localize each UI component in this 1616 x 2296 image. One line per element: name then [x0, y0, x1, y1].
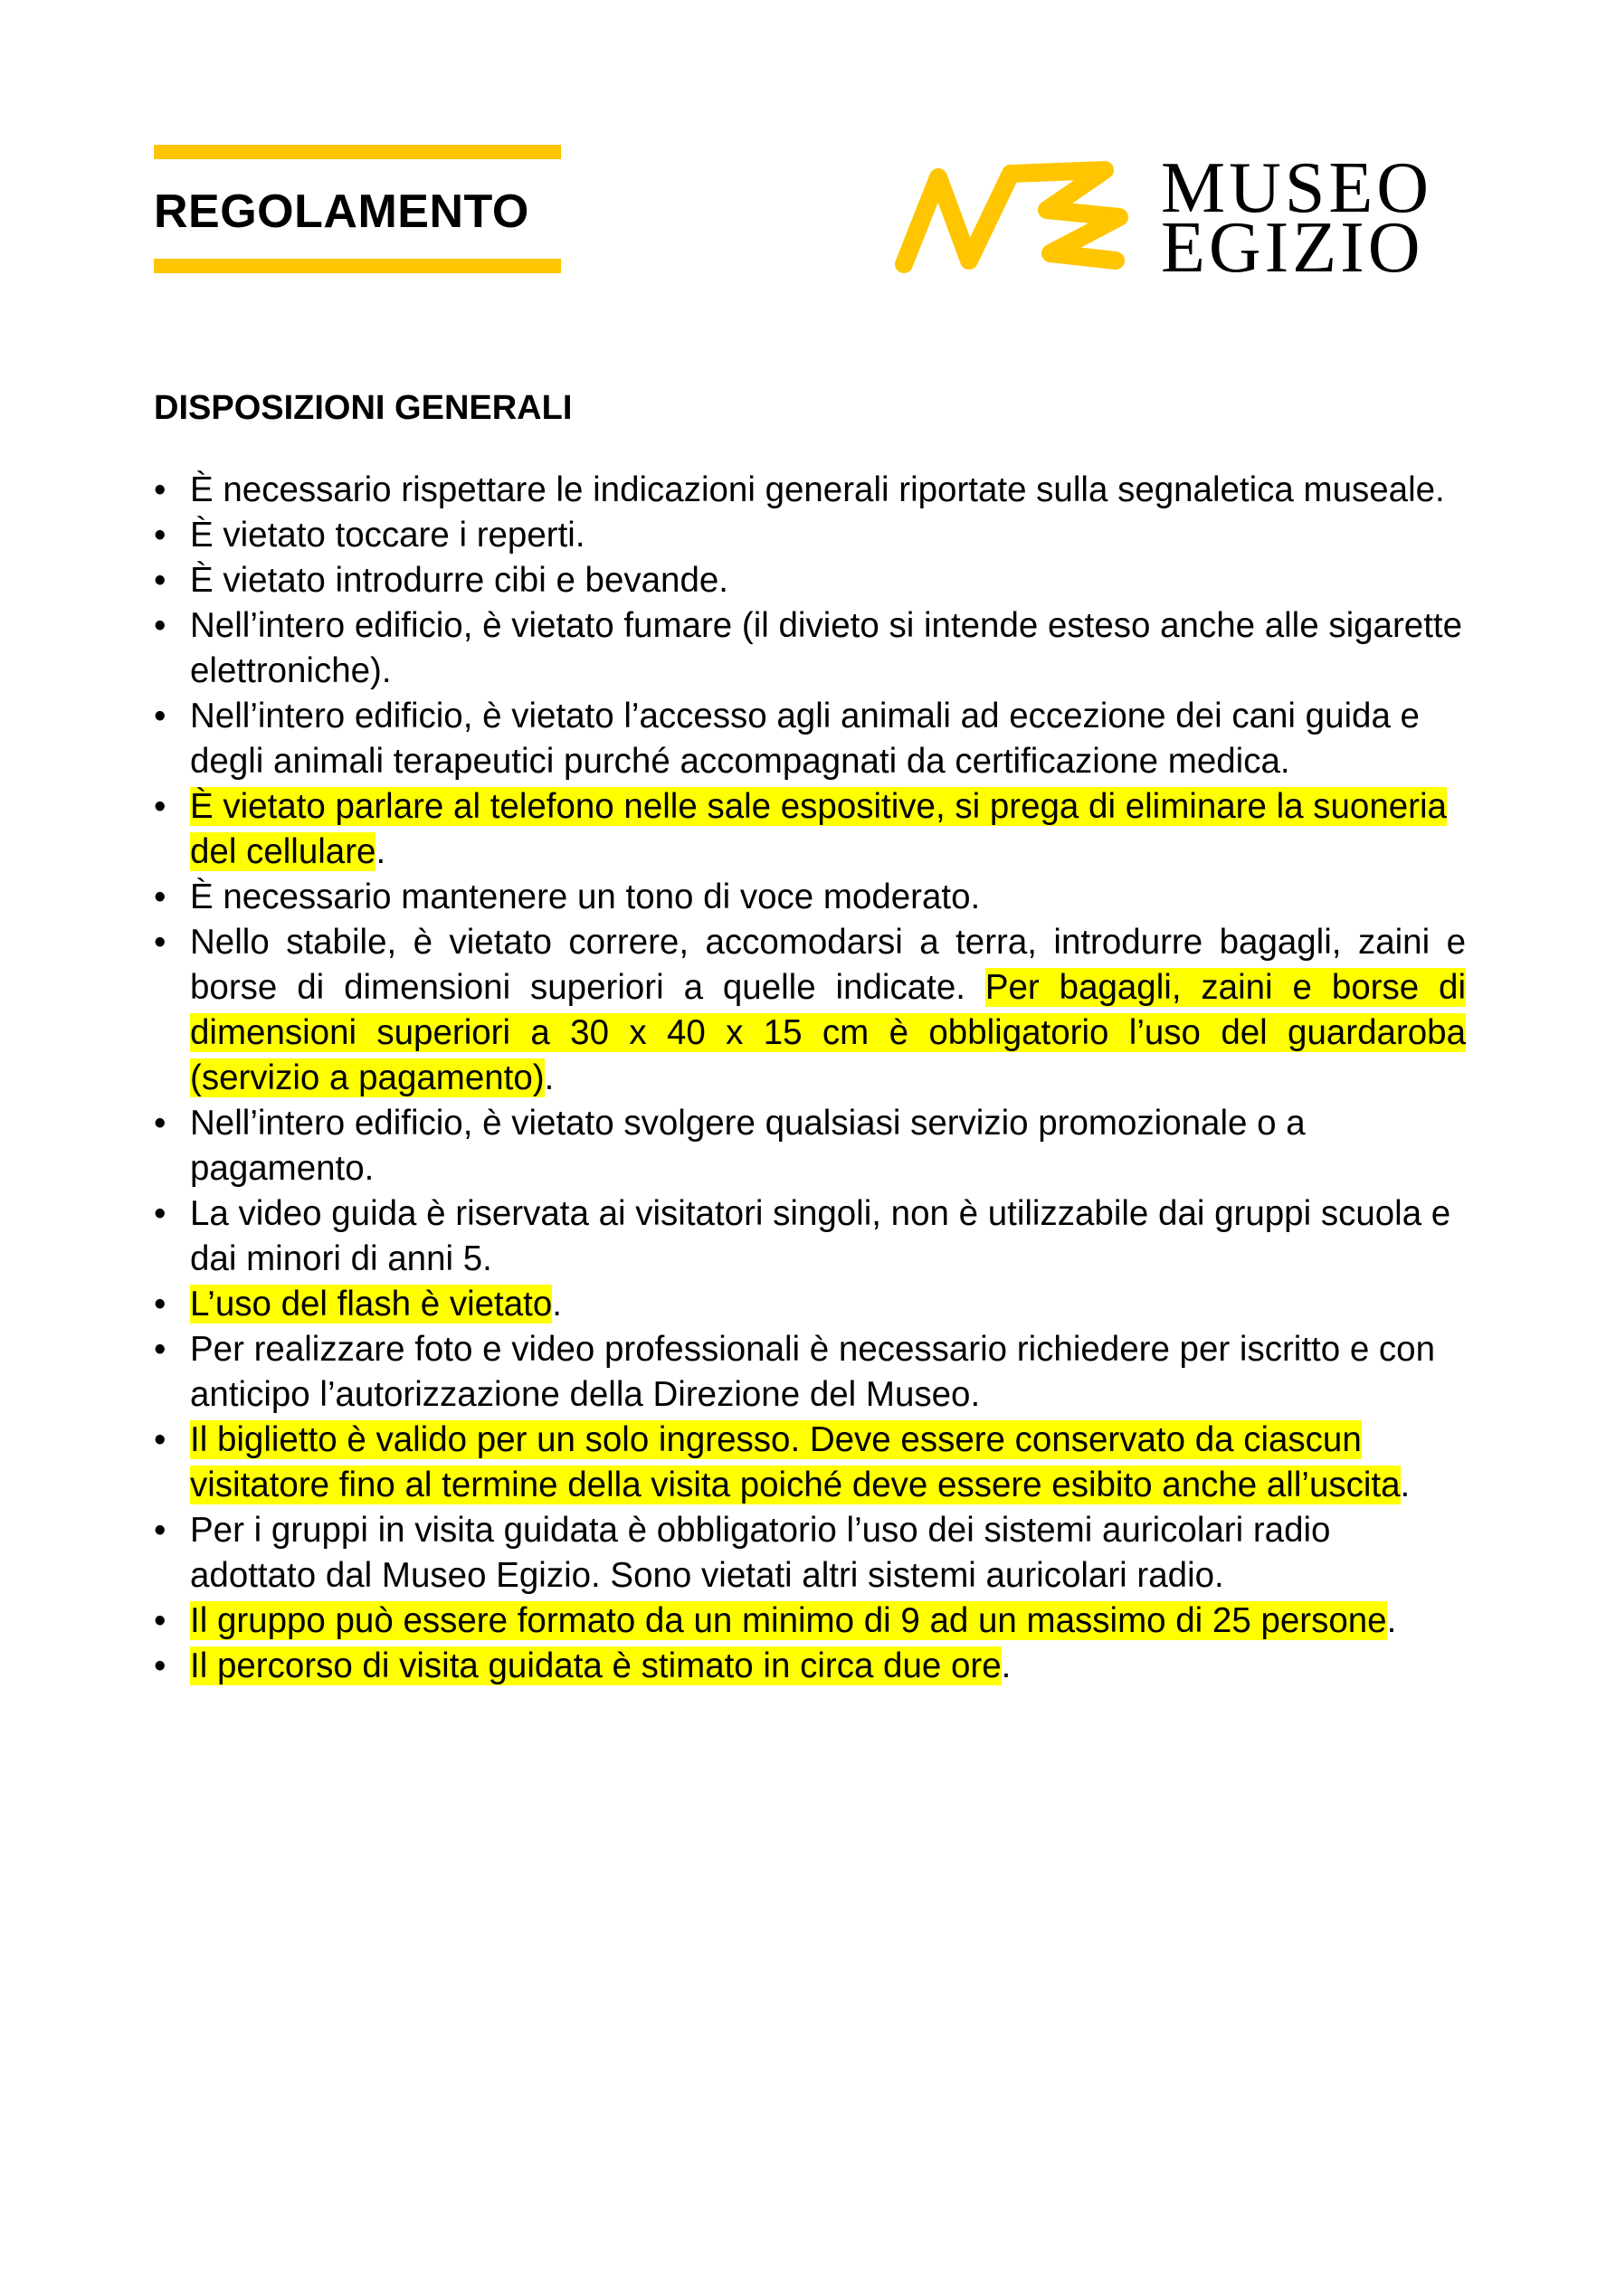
- page-title: REGOLAMENTO: [154, 185, 529, 238]
- rule-item: [154, 558, 1466, 603]
- rule-text: Nello stabile, è vietato correre, accomodarsi a terra, introdurre bagagli, zaini e borse di dimensioni superiori a quelle indicate.: [190, 923, 1466, 1007]
- rule-item: [154, 1282, 1466, 1327]
- title-bar-top: [154, 145, 561, 159]
- logo-word-egizio: EGIZIO: [1161, 208, 1424, 288]
- rule-item: [154, 920, 1466, 1101]
- rule-text: È necessario rispettare le indicazioni generali riportate sulla segnaletica museale.: [190, 470, 1445, 509]
- rule-text: .: [1386, 1601, 1397, 1640]
- section-heading: DISPOSIZIONI GENERALI: [154, 389, 573, 427]
- rule-item: [154, 1101, 1466, 1191]
- rule-text-highlighted: Il gruppo può essere formato da un minimo di 9 ad un massimo di 25 persone: [190, 1601, 1387, 1640]
- rule-text-highlighted: Il percorso di visita guidata è stimato in circa due ore: [190, 1646, 1002, 1685]
- rule-text: Nell’intero edificio, è vietato l’accesso agli animali ad eccezione dei cani guida e degli animali terapeutici purché accompagnati da certificazione medica.: [190, 697, 1420, 781]
- rule-text-highlighted: Per bagagli, zaini e borse di dimensioni superiori a 30 x 40 x 15 cm è obbligatorio l’uso del guardaroba (servizio a pagamento): [190, 968, 1466, 1097]
- rule-text: La video guida è riservata ai visitatori singoli, non è utilizzabile dai gruppi scuola e dai minori di anni 5.: [190, 1194, 1451, 1278]
- rule-text: Per realizzare foto e video professionali è necessario richiedere per iscritto e con anticipo l’autorizzazione della Direzione del Museo.: [190, 1330, 1435, 1414]
- rule-text-highlighted: Il biglietto è valido per un solo ingresso. Deve essere conservato da ciascun visitatore fino al termine della visita poiché deve essere esibito anche all’uscita: [190, 1420, 1401, 1504]
- rule-text: .: [375, 832, 386, 871]
- rule-item: [154, 694, 1466, 784]
- rule-text: Per i gruppi in visita guidata è obbligatorio l’uso dei sistemi auricolari radio adottato dal Museo Egizio. Sono vietati altri sistemi auricolari radio.: [190, 1511, 1331, 1595]
- title-block: [154, 145, 561, 273]
- rule-text: .: [1001, 1646, 1012, 1685]
- rule-item: [154, 1327, 1466, 1418]
- rules-list: [154, 468, 1466, 1689]
- rule-text: Nell’intero edificio, è vietato svolgere qualsiasi servizio promozionale o a pagamento.: [190, 1104, 1306, 1188]
- rule-text: È necessario mantenere un tono di voce moderato.: [190, 878, 981, 916]
- rule-item: [154, 875, 1466, 920]
- museo-egizio-logo-icon: [891, 152, 1145, 279]
- rule-item: [154, 1191, 1466, 1282]
- rule-text: .: [1400, 1466, 1411, 1504]
- rule-item: [154, 1508, 1466, 1599]
- rule-item: [154, 784, 1466, 875]
- rule-text: È vietato introdurre cibi e bevande.: [190, 561, 728, 600]
- rule-text: Nell’intero edificio, è vietato fumare (il divieto si intende esteso anche alle sigarette elettroniche).: [190, 606, 1463, 690]
- title-bar-bottom: [154, 259, 561, 273]
- rule-text: .: [544, 1058, 555, 1097]
- rule-item: [154, 513, 1466, 558]
- rule-text: .: [552, 1285, 562, 1324]
- logo-word-museo: MUSEO: [1161, 148, 1433, 228]
- rule-text: È vietato toccare i reperti.: [190, 516, 585, 555]
- rule-text-highlighted: È vietato parlare al telefono nelle sale espositive, si prega di eliminare la suoneria del cellulare: [190, 787, 1447, 871]
- rule-item: [154, 603, 1466, 694]
- rule-item: [154, 1644, 1466, 1689]
- rule-item: [154, 1599, 1466, 1644]
- rule-item: [154, 468, 1466, 513]
- rule-item: [154, 1418, 1466, 1508]
- museo-egizio-logo: [891, 148, 1433, 288]
- rule-text-highlighted: L’uso del flash è vietato: [190, 1285, 553, 1324]
